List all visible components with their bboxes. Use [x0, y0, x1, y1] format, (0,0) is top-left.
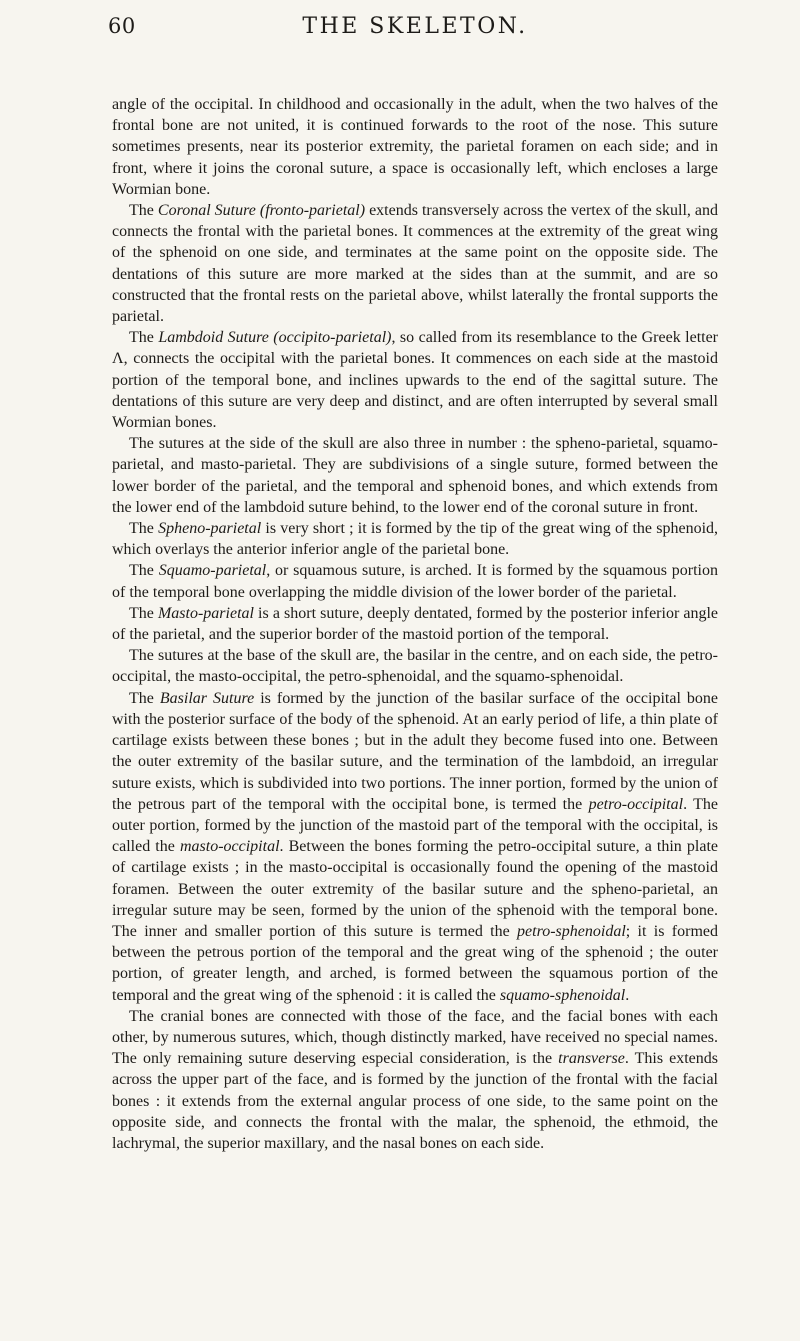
italic-term: petro-sphenoidal	[517, 922, 626, 940]
italic-term: masto-occipital	[179, 838, 280, 856]
italic-term: Masto-parietal	[157, 604, 254, 622]
book-page	[0, 14, 800, 1341]
italic-term: Spheno-parietal	[158, 520, 262, 538]
text-run: The	[129, 604, 158, 622]
italic-term: Basilar Suture	[159, 689, 255, 707]
text-run: . The outer portion, formed by the junction of the mastoid part of the temporal with the occipital, is called the	[112, 795, 718, 856]
italic-term: transverse	[558, 1050, 625, 1068]
page-number: 60	[108, 14, 136, 38]
body-text	[112, 94, 718, 1154]
text-run: extends transversely across the vertex of the skull, and connects the frontal with the parietal bones. It commences at the extremity of the great wing of the sphenoid on one side, and terminates at the same point on the opposite side. The dentations of this suture are more marked at the sides than at the summit, and are so constructed that the frontal rests on the parietal above, whilst laterally the frontal supports the parietal.	[112, 202, 719, 326]
text-run: is very short ; it is formed by the tip of the great wing of the sphenoid, which overlays the anterior inferior angle of the parietal bone.	[112, 520, 719, 559]
text-run: The sutures at the side of the skull are also three in number : the spheno-parietal, squamo-parietal, and masto-parietal. They are subdivisions of a single suture, formed between the lower border of the parietal, and the temporal and sphenoid bones, and which extends from the lower end of the lambdoid suture behind, to the lower end of the coronal suture in front.	[112, 435, 718, 516]
paragraph	[112, 94, 718, 200]
italic-term: petro-occipital	[588, 795, 684, 813]
page-header	[108, 14, 718, 46]
italic-term: Lambdoid Suture (occipito-parietal)	[158, 329, 392, 347]
text-run: , or squamous suture, is arched. It is formed by the squamous portion of the temporal bone overlapping the middle division of the lower border of the parietal.	[112, 562, 719, 601]
paragraph	[112, 433, 718, 518]
text-run: The sutures at the base of the skull are, the basilar in the centre, and on each side, the petro-occipital, the masto-occipital, the petro-sphenoidal, and the squamo-sphenoidal.	[112, 647, 718, 686]
text-run: The	[129, 562, 159, 580]
italic-term: Coronal Suture (fronto-parietal)	[157, 202, 366, 220]
text-run: The	[129, 689, 160, 707]
text-run: . This extends across the upper part of the face, and is formed by the junction of the frontal with the facial bones : it extends from the external angular process of one side, to the same point on the opposite side, and connects the frontal with the malar, the sphenoid, the ethmoid, the lachrymal, the superior maxillary, and the nasal bones on each side.	[112, 1050, 719, 1152]
text-run: is formed by the junction of the basilar surface of the occipital bone with the posterior surface of the body of the sphenoid. At an early period of life, a thin plate of cartilage exists between these bones ; but in the adult they become fused into one. Between the outer extremity of the basilar suture, and the termination of the lambdoid, an irregular suture exists, which is subdivided into two portions. The inner portion, formed by the union of the petrous part of the temporal with the occipital bone, is termed the	[112, 689, 718, 813]
text-run: angle of the occipital. In childhood and occasionally in the adult, when the two halves of the frontal bone are not united, it is continued forwards to the root of the nose. This suture sometimes presents, near its posterior extremity, the parietal foramen on each side; and in front, where it joins the coronal suture, a space is occasionally left, which encloses a large Wormian bone.	[112, 96, 718, 198]
text-run: , so called from its resemblance to the Greek letter Λ, connects the occipital with the parietal bones. It commences on each side at the mastoid portion of the temporal bone, and inclines upwards to the end of the sagittal suture. The dentations of this suture are very deep and distinct, and are often interrupted by several small Wormian bones.	[112, 329, 719, 432]
text-run: . Between the bones forming the petro-occipital suture, a thin plate of cartilage exists ; in the masto-occipital is occasionally found the opening of the mastoid foramen. Between the outer extremity of the basilar suture and the spheno-parietal, an irregular suture may be seen, formed by the union of the sphenoid with the temporal bone. The inner and smaller portion of this suture is termed the	[112, 838, 719, 940]
text-run: The	[129, 329, 159, 347]
paragraph	[112, 327, 718, 433]
italic-term: squamo-sphenoidal	[499, 986, 626, 1004]
text-run: is a short suture, deeply dentated, formed by the posterior inferior angle of the parietal, and the superior border of the mastoid portion of the temporal.	[112, 604, 719, 644]
text-run: The	[129, 520, 159, 538]
text-run: ; it is formed between the petrous portion of the temporal and the great wing of the sphenoid ; the outer portion, of greater length, and arched, is formed between the squamous portion of the temporal and the great wing of the sphenoid : it is called the	[112, 922, 718, 1004]
paragraph	[112, 645, 718, 687]
paragraph	[112, 688, 718, 1006]
text-run: The	[129, 202, 158, 220]
text-run: The cranial bones are connected with those of the face, and the facial bones with each other, by numerous sutures, which, though distinctly marked, have received no special names. The only remaining suture deserving especial consideration, is the	[112, 1007, 718, 1068]
paragraph	[112, 560, 718, 602]
paragraph	[112, 200, 718, 327]
italic-term: Squamo-parietal	[158, 562, 267, 580]
paragraph	[112, 518, 718, 560]
paragraph	[112, 1006, 718, 1154]
paragraph	[112, 603, 718, 645]
running-title: THE SKELETON.	[302, 14, 528, 39]
text-run: .	[625, 986, 630, 1004]
